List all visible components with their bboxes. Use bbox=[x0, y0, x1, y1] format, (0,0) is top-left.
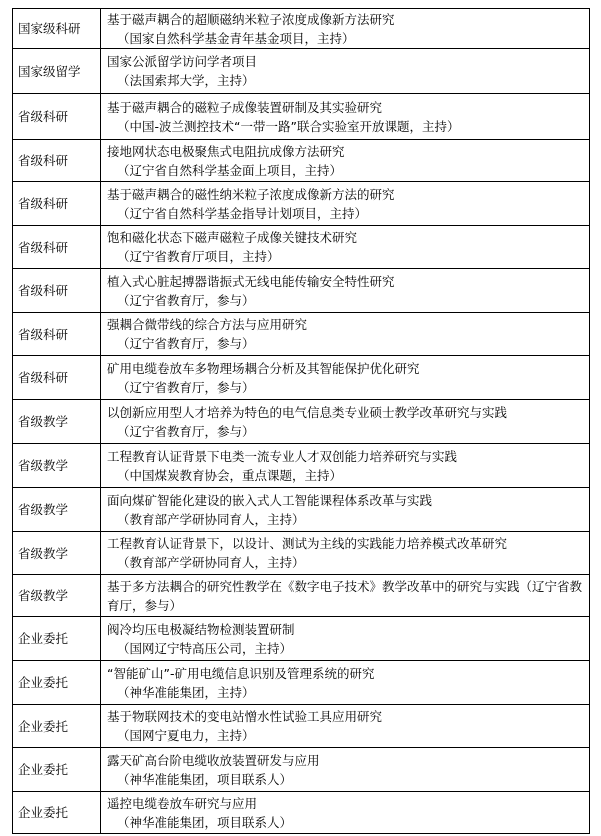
category-cell: 省级教学 bbox=[13, 400, 101, 444]
table-row bbox=[13, 792, 590, 834]
project-title: 国家公派留学访问学者项目 bbox=[107, 54, 258, 69]
category-cell: 企业委托 bbox=[13, 705, 101, 748]
project-source: （辽宁省自然科学基金指导计划项目，主持） bbox=[117, 205, 368, 221]
table-row bbox=[13, 94, 590, 140]
project-cell bbox=[101, 269, 590, 313]
project-cell bbox=[101, 313, 590, 356]
project-source: （神华准能集团，主持） bbox=[117, 684, 255, 700]
table-row bbox=[13, 488, 590, 532]
project-title: 遥控电缆卷放车研究与应用 bbox=[107, 795, 258, 811]
project-cell bbox=[101, 226, 590, 269]
table-row bbox=[13, 356, 590, 400]
project-source: （辽宁省教育厅，参与） bbox=[117, 423, 255, 439]
project-source: （中国-波兰测控技术“一带一路”联合实验室开放课题，主持） bbox=[117, 118, 460, 134]
table-row bbox=[13, 400, 590, 444]
category-cell: 企业委托 bbox=[13, 617, 101, 661]
project-source: （国家自然科学基金青年基金项目，主持） bbox=[117, 30, 355, 46]
table-row bbox=[13, 269, 590, 313]
project-title: 基于磁声耦合的超顺磁纳米粒子浓度成像新方法研究 bbox=[107, 11, 395, 27]
category-cell: 省级科研 bbox=[13, 269, 101, 313]
project-source: （神华准能集团，项目联系人） bbox=[117, 814, 293, 830]
table-row bbox=[13, 532, 590, 575]
project-cell bbox=[101, 748, 590, 792]
project-source: （辽宁省教育厅，参与） bbox=[117, 336, 255, 351]
category-cell: 省级科研 bbox=[13, 356, 101, 400]
table-row bbox=[13, 575, 590, 617]
project-source: （教育部产学研协同育人，主持） bbox=[117, 555, 305, 570]
project-list bbox=[12, 8, 589, 834]
project-title: 饱和磁化状态下磁声磁粒子成像关键技术研究 bbox=[107, 230, 358, 245]
project-source: （辽宁省自然科学基金面上项目，主持） bbox=[117, 162, 343, 178]
project-title: 强耦合微带线的综合方法与应用研究 bbox=[107, 317, 308, 332]
project-source: （国网宁夏电力，主持） bbox=[117, 728, 255, 743]
project-source: （辽宁省教育厅项目，主持） bbox=[117, 249, 280, 264]
project-cell bbox=[101, 617, 590, 661]
project-title: 植入式心脏起搏器谐振式无线电能传输安全特性研究 bbox=[107, 273, 395, 289]
project-source: （中国煤炭教育协会，重点课题，主持） bbox=[117, 467, 343, 483]
project-title: 矿用电缆卷放车多物理场耦合分析及其智能保护优化研究 bbox=[107, 360, 420, 376]
project-title: 工程教育认证背景下电类一流专业人才双创能力培养研究与实践 bbox=[107, 448, 458, 464]
category-cell: 企业委托 bbox=[13, 792, 101, 834]
project-source: （法国索邦大学，主持） bbox=[117, 73, 255, 88]
category-cell: 省级科研 bbox=[13, 313, 101, 356]
project-cell bbox=[101, 661, 590, 705]
table-row bbox=[13, 617, 590, 661]
project-cell bbox=[101, 182, 590, 226]
project-source: （神华准能集团，项目联系人） bbox=[117, 771, 293, 787]
category-cell: 企业委托 bbox=[13, 661, 101, 705]
project-title: 基于多方法耦合的研究性教学在《数字电子技术》教学改革中的研究与实践（辽宁省教育厅，参与） bbox=[107, 578, 583, 613]
project-cell bbox=[101, 400, 590, 444]
category-cell: 省级科研 bbox=[13, 182, 101, 226]
category-cell: 省级教学 bbox=[13, 488, 101, 532]
project-title: “智能矿山”-矿用电缆信息识别及管理系统的研究 bbox=[107, 665, 375, 681]
table-row bbox=[13, 182, 590, 226]
category-cell: 省级科研 bbox=[13, 94, 101, 140]
project-cell bbox=[101, 444, 590, 488]
project-cell bbox=[101, 94, 590, 140]
project-title: 基于磁声耦合的磁粒子成像装置研制及其实验研究 bbox=[107, 99, 383, 115]
table-row bbox=[13, 705, 590, 748]
project-cell bbox=[101, 532, 590, 575]
category-cell: 省级教学 bbox=[13, 532, 101, 575]
table-row bbox=[13, 661, 590, 705]
table-row bbox=[13, 140, 590, 182]
project-cell bbox=[101, 488, 590, 532]
table-row bbox=[13, 313, 590, 356]
project-source: （辽宁省教育厅，参与） bbox=[117, 379, 255, 395]
project-source: （辽宁省教育厅，参与） bbox=[117, 292, 255, 308]
project-source: （教育部产学研协同育人，主持） bbox=[117, 511, 305, 527]
category-cell: 省级科研 bbox=[13, 226, 101, 269]
project-title: 阀冷均压电极凝结物检测装置研制 bbox=[107, 621, 295, 637]
category-cell: 省级教学 bbox=[13, 444, 101, 488]
project-title: 基于磁声耦合的磁性纳米粒子浓度成像新方法的研究 bbox=[107, 186, 395, 202]
project-cell bbox=[101, 49, 590, 94]
category-cell: 企业委托 bbox=[13, 748, 101, 792]
table-row bbox=[13, 748, 590, 792]
project-cell bbox=[101, 575, 590, 617]
project-cell bbox=[101, 9, 590, 49]
project-cell bbox=[101, 356, 590, 400]
table-row bbox=[13, 444, 590, 488]
project-title: 接地网状态电极聚焦式电阻抗成像方法研究 bbox=[107, 143, 345, 159]
category-cell: 省级教学 bbox=[13, 575, 101, 617]
project-title: 面向煤矿智能化建设的嵌入式人工智能课程体系改革与实践 bbox=[107, 492, 433, 508]
project-source: （国网辽宁特高压公司，主持） bbox=[117, 640, 293, 656]
project-cell bbox=[101, 705, 590, 748]
project-title: 露天矿高台阶电缆收放装置研发与应用 bbox=[107, 752, 320, 768]
project-cell bbox=[101, 140, 590, 182]
category-cell: 国家级科研 bbox=[13, 9, 101, 49]
table-row bbox=[13, 49, 590, 94]
project-cell bbox=[101, 792, 590, 834]
table-row bbox=[13, 226, 590, 269]
category-cell: 省级科研 bbox=[13, 140, 101, 182]
category-cell: 国家级留学 bbox=[13, 49, 101, 94]
project-table-body bbox=[13, 9, 590, 834]
table-row bbox=[13, 9, 590, 49]
project-title: 工程教育认证背景下，以设计、测试为主线的实践能力培养模式改革研究 bbox=[107, 536, 508, 551]
project-title: 以创新应用型人才培养为特色的电气信息类专业硕士教学改革研究与实践 bbox=[107, 404, 508, 420]
project-table bbox=[12, 8, 590, 834]
project-title: 基于物联网技术的变电站憎水性试验工具应用研究 bbox=[107, 709, 383, 724]
